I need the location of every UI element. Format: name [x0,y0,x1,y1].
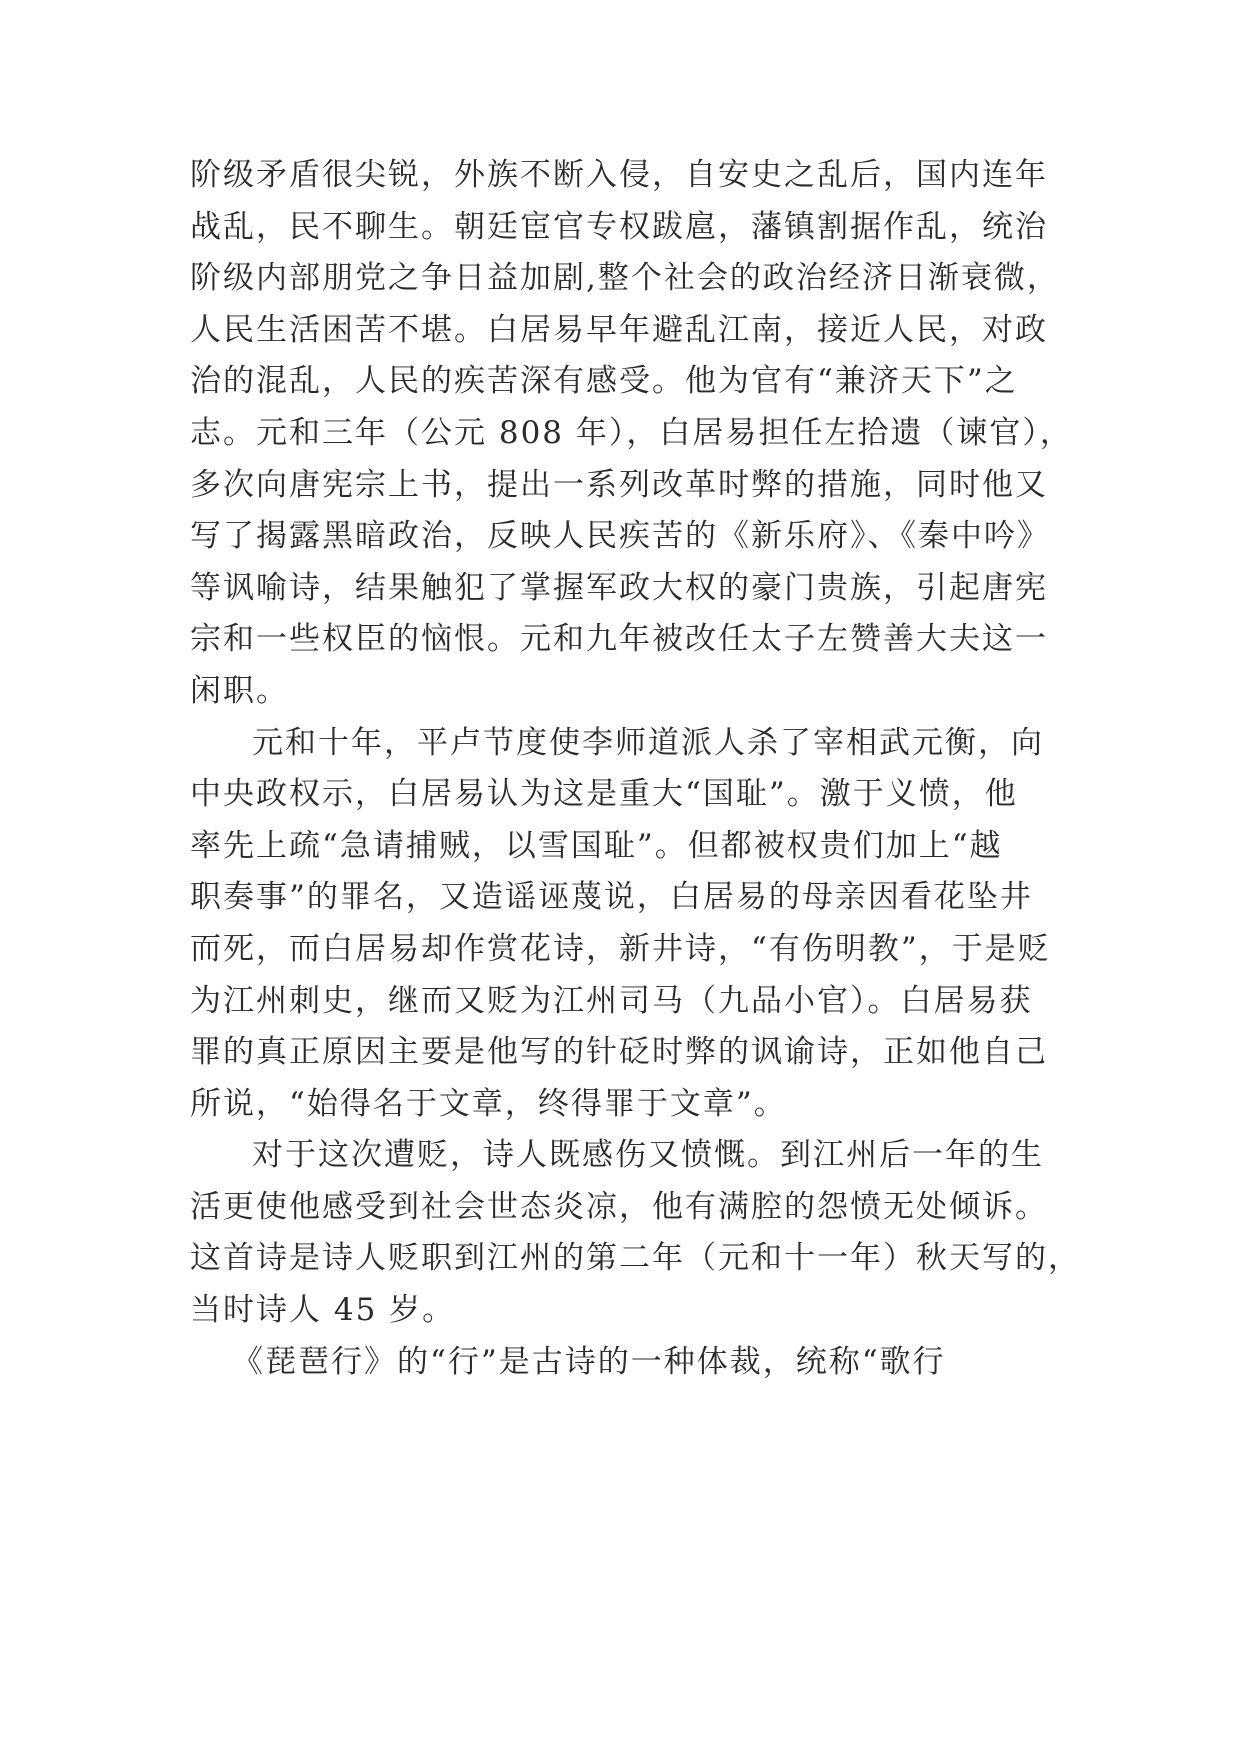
text-line: 率先上疏“急请捕贼，以雪国耻”。但都被权贵们加上“越 [190,827,1003,864]
text-line: 志。元和三年（公元 808 年），白居易担任左拾遗（谏官）， [190,414,1073,451]
text-line: 这首诗是诗人贬职到江州的第二年（元和十一年）秋天写的， [190,1240,1081,1277]
text-line: 阶级内部朋党之争日益加剧,整个社会的政治经济日渐衰微， [190,260,1060,297]
text-line: 宗和一些权臣的恼恨。元和九年被改任太子左赞善大夫这一 [190,621,1048,658]
paragraph-start-line: 《琵琶行》的“行”是古诗的一种体裁，统称“歌行 [232,1343,946,1380]
text-line: 活更使他感受到社会世态炎凉，他有满腔的怨愤无处倾诉。 [190,1188,1048,1225]
text-line: 职奏事”的罪名，又造谣诬蔑说，白居易的母亲因看花坠井 [190,879,1033,916]
text-line: 罪的真正原因主要是他写的针砭时弊的讽谕诗，正如他自己 [190,1034,1048,1071]
text-line: 治的混乱，人民的疾苦深有感受。他为官有“兼济天下”之 [190,363,1018,400]
text-line: 当时诗人 45 岁。 [190,1292,456,1329]
text-line: 等讽喻诗，结果触犯了掌握军政大权的豪门贵族，引起唐宪 [190,569,1048,606]
text-line: 中央政权示，白居易认为这是重大“国耻”。激于义愤，他 [190,776,1018,813]
paragraph-start-line: 元和十年，平卢节度使李师道派人杀了宰相武元衡，向 [252,724,1044,761]
paragraph-start-line: 对于这次遭贬，诗人既感伤又愤慨。到江州后一年的生 [252,1137,1044,1174]
text-line: 人民生活困苦不堪。白居易早年避乱江南，接近人民，对政 [190,311,1048,348]
text-line: 战乱，民不聊生。朝廷宦官专权跋扈，藩镇割据作乱，统治 [190,208,1048,245]
text-line: 为江州刺史，继而又贬为江州司马（九品小官）。白居易获 [190,982,1033,1019]
body-text [190,150,1081,1388]
text-line: 而死，而白居易却作赏花诗，新井诗，“有伤明教”，于是贬 [190,930,1051,967]
text-line: 写了揭露黑暗政治，反映人民疾苦的《新乐府》、《秦中吟》 [190,518,1050,555]
text-line: 所说，“始得名于文章，终得罪于文章”。 [190,1085,787,1122]
text-line: 多次向唐宪宗上书，提出一系列改革时弊的措施，同时他又 [190,466,1048,503]
text-line: 阶级矛盾很尖锐，外族不断入侵，自安史之乱后，国内连年 [190,157,1048,193]
text-line: 闲职。 [190,672,289,709]
